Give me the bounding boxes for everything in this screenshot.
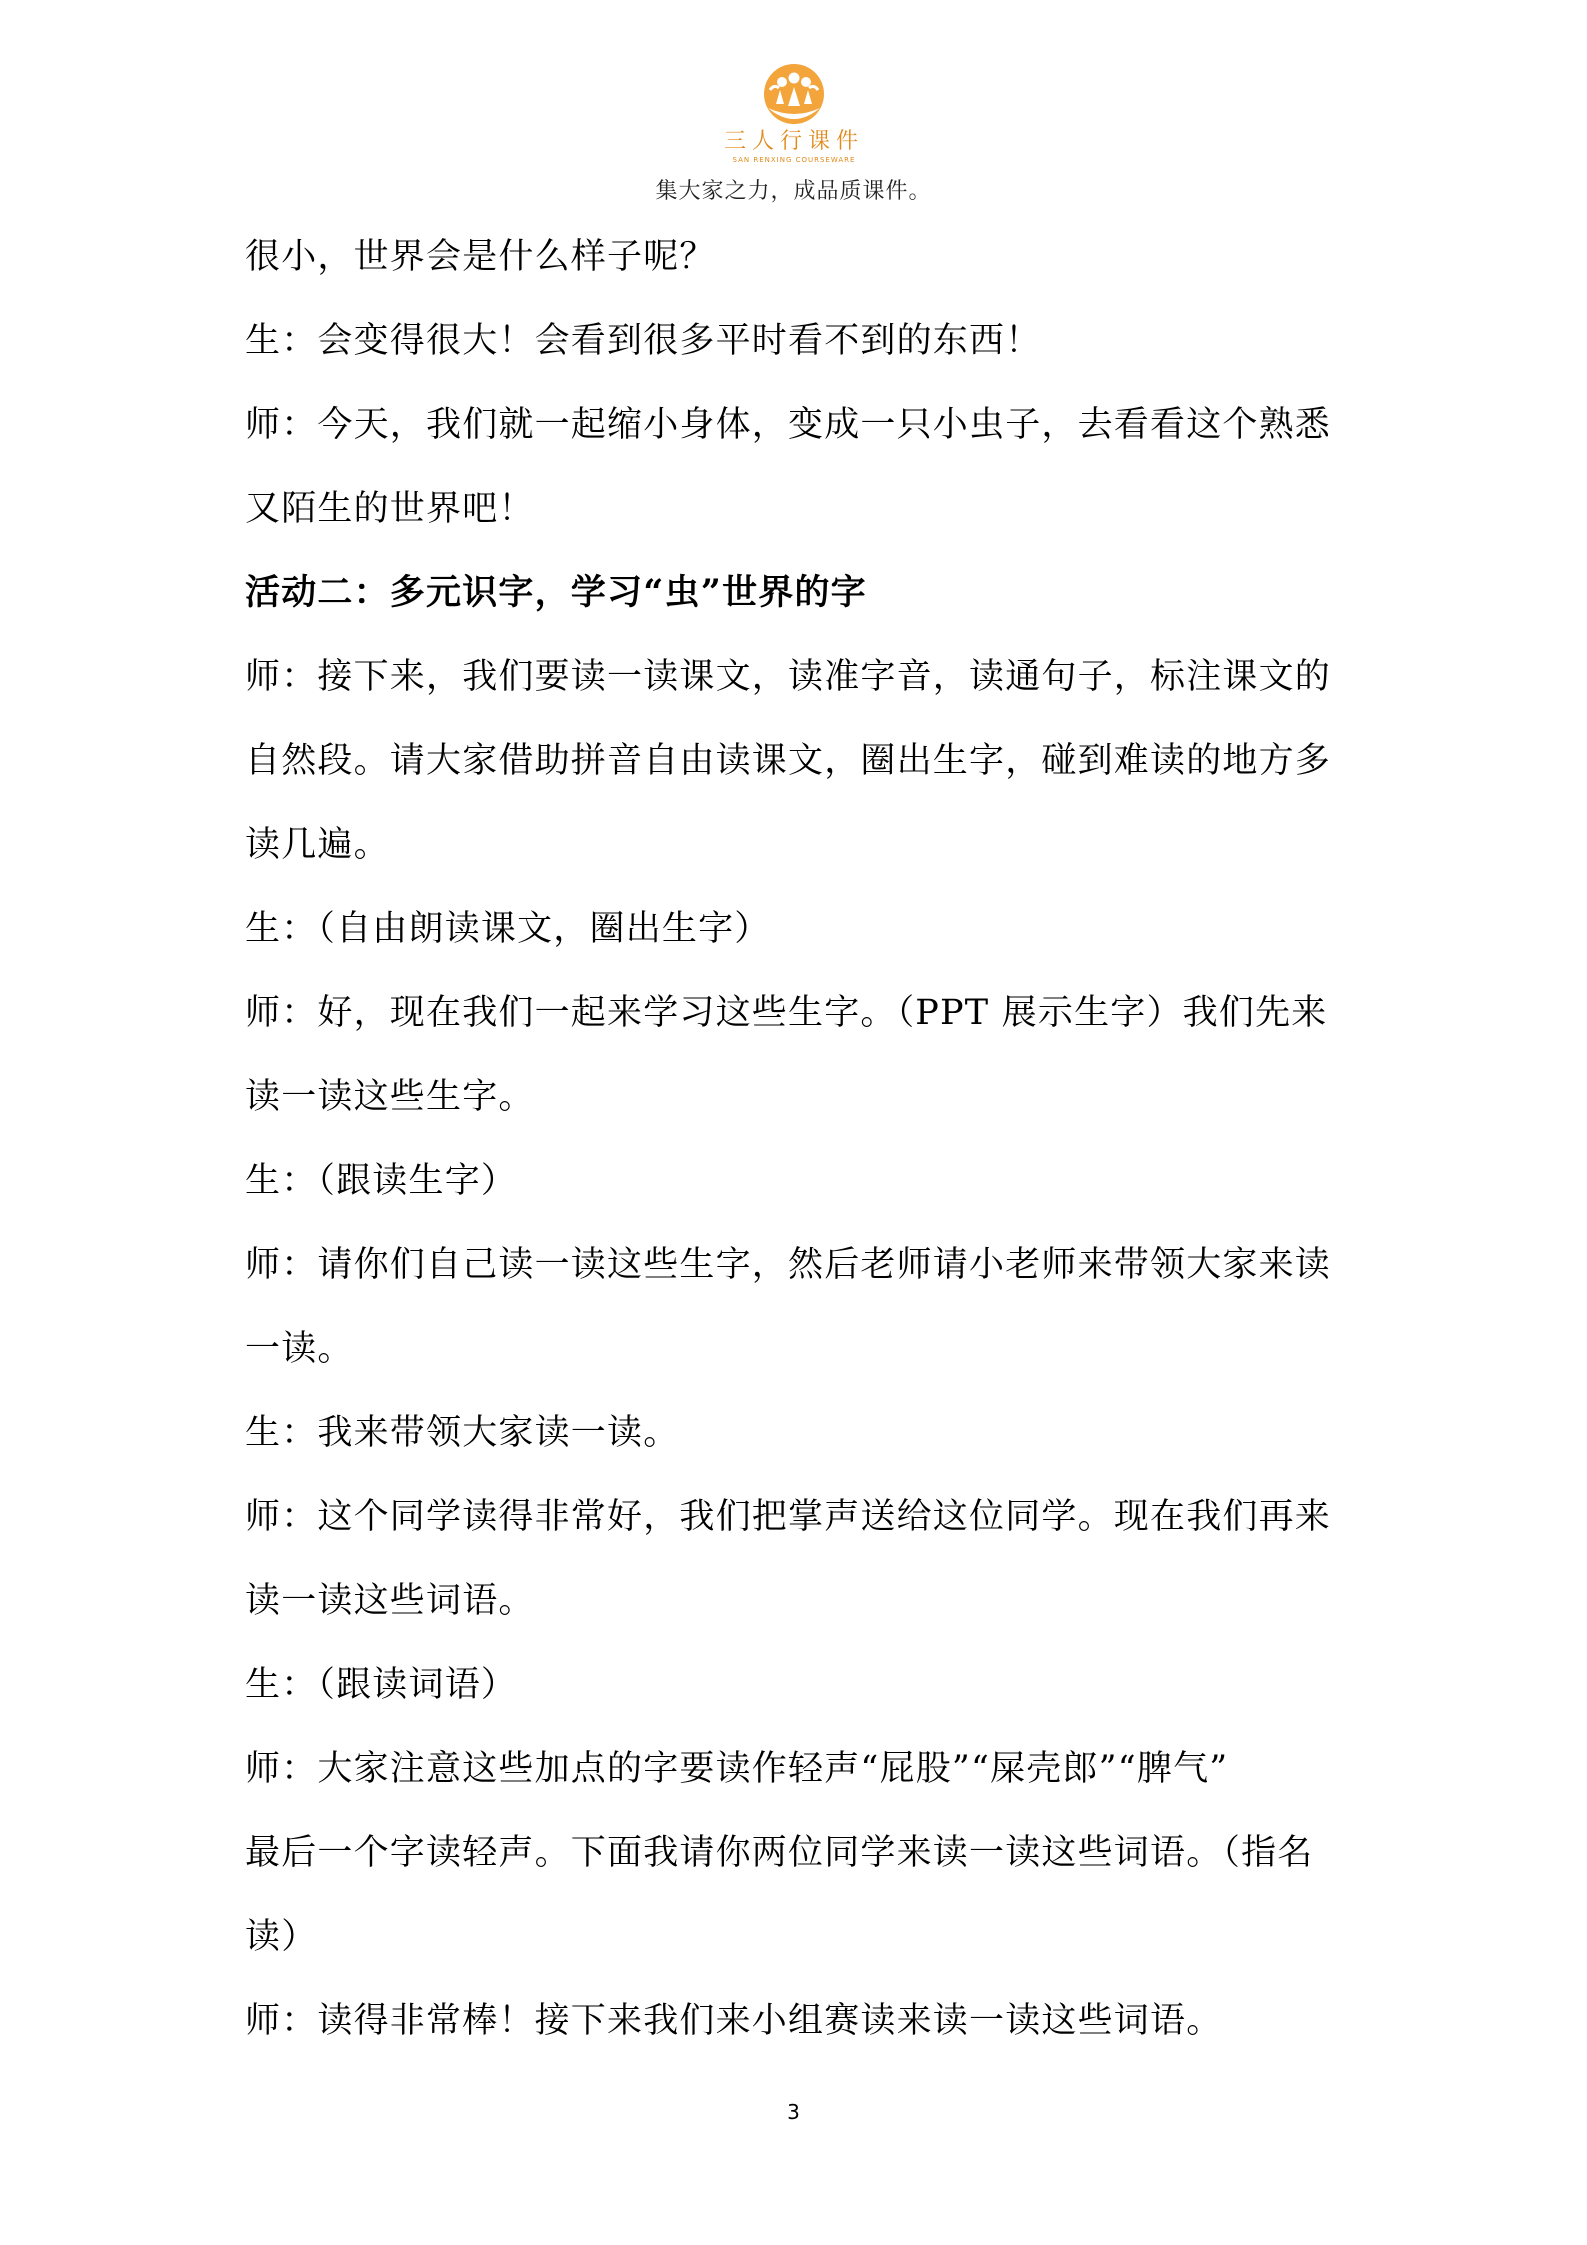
text-line: 生：我来带领大家读一读。: [245, 1413, 680, 1453]
text-line: 读几遍。: [245, 825, 390, 865]
document-body: [245, 215, 1365, 2063]
text-line: 师：大家注意这些加点的字要读作轻声“屁股”“屎壳郎”“脾气”: [245, 1749, 1229, 1789]
text-line: 又陌生的世界吧！: [245, 489, 535, 529]
text-line: 最后一个字读轻声。下面我请你两位同学来读一读这些词语。（指名: [245, 1833, 1314, 1873]
text-line: 师：好，现在我们一起来学习这些生字。（PPT 展示生字）我们先来: [245, 993, 1328, 1033]
page-header: [0, 60, 1587, 205]
logo-text: 三人行课件: [723, 129, 864, 154]
text-line: 师：读得非常棒！接下来我们来小组赛读来读一读这些词语。: [245, 2001, 1223, 2041]
text-line: 读一读这些词语。: [245, 1581, 535, 1621]
logo-subtext: SAN RENXING COURSEWARE: [732, 156, 855, 164]
text-line: 自然段。请大家借助拼音自由读课文，圈出生字，碰到难读的地方多: [245, 741, 1332, 781]
text-line: 师：请你们自己读一读这些生字，然后老师请小老师来带领大家来读: [245, 1245, 1332, 1285]
text-line: 师：今天，我们就一起缩小身体，变成一只小虫子，去看看这个熟悉: [245, 405, 1332, 445]
text-line: 读）: [245, 1917, 318, 1957]
text-line: 师：接下来，我们要读一读课文，读准字音，读通句子，标注课文的: [245, 657, 1332, 697]
text-line: 生：（自由朗读课文，圈出生字）: [245, 909, 771, 949]
section-heading: 活动二：多元识字，学习“虫”世界的字: [245, 572, 867, 613]
text-line: 很小，世界会是什么样子呢？: [245, 237, 716, 277]
text-line: 师：这个同学读得非常好，我们把掌声送给这位同学。现在我们再来: [245, 1497, 1332, 1537]
text-line: 生：（跟读词语）: [245, 1665, 518, 1705]
text-line: 生：会变得很大！会看到很多平时看不到的东西！: [245, 321, 1042, 361]
header-slogan: 集大家之力，成品质课件。: [655, 179, 932, 204]
text-line: 读一读这些生字。: [245, 1077, 535, 1117]
text-line: 一读。: [245, 1329, 354, 1369]
text-line: 生：（跟读生字）: [245, 1161, 518, 1201]
logo-icon: [724, 60, 864, 170]
page-number: 3: [787, 2100, 800, 2124]
